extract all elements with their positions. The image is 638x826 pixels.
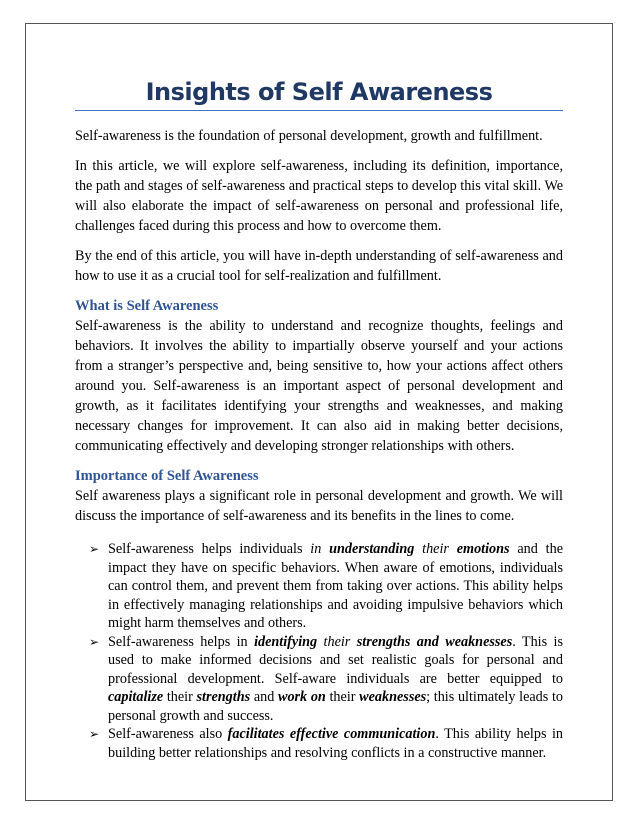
bullet-item-communication (89, 725, 563, 762)
bold-italic-text: facilitates effective communication (227, 726, 436, 742)
arrow-bullet-icon: ➢ (89, 634, 100, 649)
bullet-text: their (163, 689, 197, 705)
bold-italic-text: weaknesses (359, 689, 427, 705)
section-heading-what-is: What is Self Awareness (75, 298, 219, 314)
bullet-text: . This is used to make informed decisions and set realistic goals for personal and professional development. Self-aware individuals are better equipped to (108, 633, 564, 687)
italic-text: in (310, 541, 322, 557)
section-what-is-body: Self-awareness is the ability to understand and recognize thoughts, feelings and behaviors. It involves the ability to impartially observe yourself and your actions from a stranger’s perspective and, being sensitive to, how your actions affect others around you. Self-awareness is an important aspect of personal development and growth, as it facilitates identifying your strengths and weaknesses, and making necessary changes for improvement. It can also aid in making better decisions, communicating effectively and developing stronger relationships with others. (75, 318, 563, 454)
bold-italic-text: capitalize (108, 689, 164, 705)
bullet-text: Self-awareness helps individuals (108, 541, 311, 557)
bullet-item-emotions (89, 540, 564, 633)
document-title: Insights of Self Awareness (145, 78, 493, 106)
bold-italic-text: strengths and weaknesses (356, 633, 513, 650)
intro-paragraph-3: By the end of this article, you will have in-depth understanding of self-awareness and how to use it as a crucial tool for self-realization and fulfillment. (75, 248, 563, 284)
intro-paragraph-1: Self-awareness is the foundation of personal development, growth and fulfillment. (75, 128, 543, 144)
document-body (75, 126, 563, 762)
bullet-text: ; this ultimately leads to personal growth and success. (108, 689, 563, 724)
importance-bullet-list (75, 540, 563, 762)
bold-italic-text: identifying (254, 633, 318, 650)
bold-italic-text: strengths (196, 689, 251, 705)
bullet-text: their (325, 689, 360, 705)
bullet-text: Self-awareness helps in (108, 633, 255, 650)
bullet-text: Self-awareness also (108, 726, 228, 742)
bold-italic-text: understanding (329, 541, 415, 557)
bullet-text: and (250, 689, 278, 705)
section-heading-importance: Importance of Self Awareness (75, 468, 259, 484)
bullet-text: . This ability helps in building better relationships and resolving conflicts in a constructive manner. (108, 726, 563, 761)
bullet-item-strengths (89, 633, 564, 726)
section-importance-body: Self awareness plays a significant role in personal development and growth. We will discuss the importance of self-awareness and its benefits in the lines to come. (75, 488, 563, 524)
intro-paragraph-2: In this article, we will explore self-awareness, including its definition, importance, the path and stages of self-awareness and practical steps to develop this vital skill. We will also elaborate the impact of self-awareness on personal and professional life, challenges faced during this process and how to overcome them. (75, 158, 563, 234)
arrow-bullet-icon: ➢ (89, 727, 100, 741)
arrow-bullet-icon: ➢ (89, 542, 100, 556)
italic-text: their (422, 541, 449, 557)
title-underline (75, 110, 563, 111)
bold-italic-text: emotions (456, 541, 510, 557)
bold-italic-text: work on (277, 689, 326, 705)
italic-text: their (323, 633, 351, 650)
bullet-text: and the impact they have on specific behaviors. When aware of emotions, individuals can control them, and prevent them from taking over actions. This ability helps in effectively managing relationships and avoiding impulsive behaviors which might harm themselves and others. (108, 541, 564, 631)
